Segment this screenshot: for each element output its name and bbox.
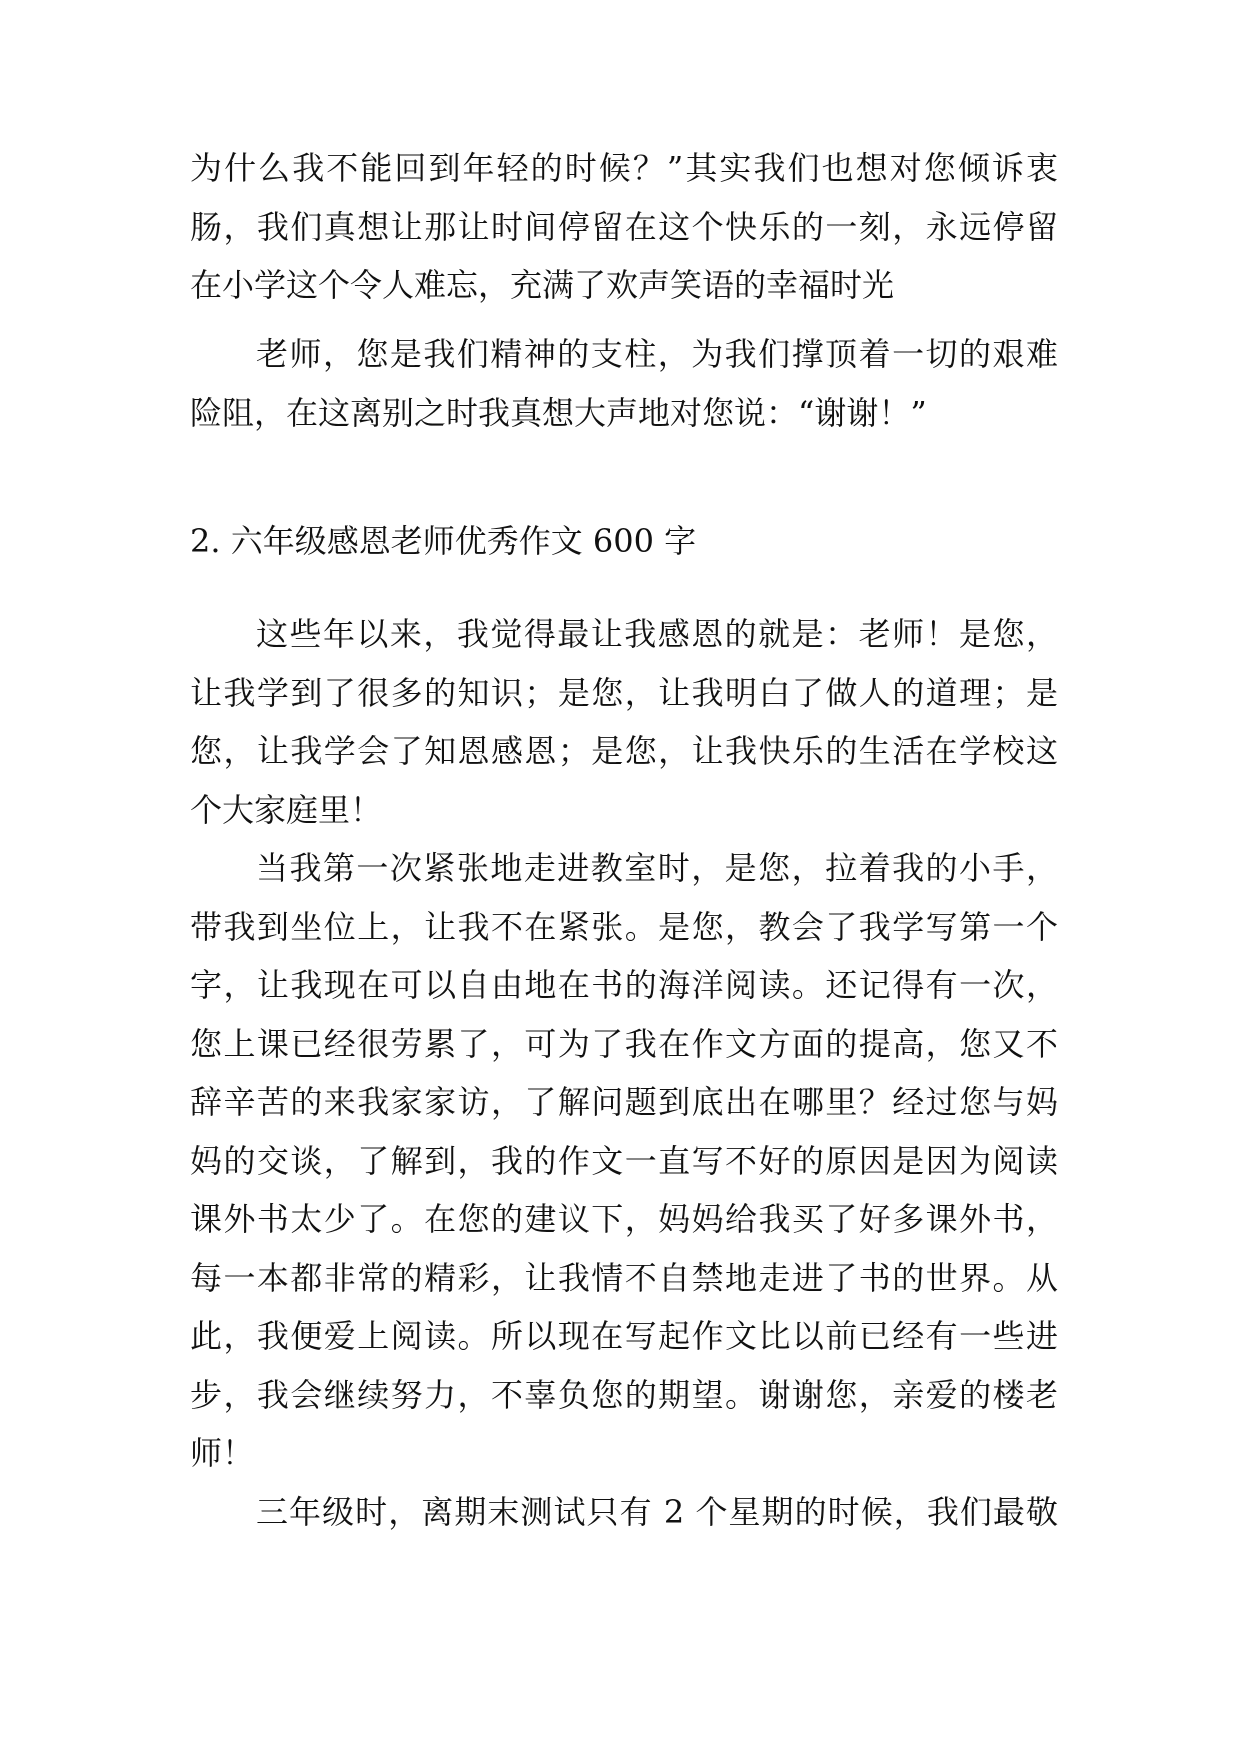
text-line: 妈的交谈，了解到，我的作文一直写不好的原因是因为阅读 [190, 1141, 1058, 1180]
text-line: 师！ [190, 1434, 255, 1472]
text-line: 为什么我不能回到年轻的时候？”其实我们也想对您倾诉衷 [190, 149, 1058, 187]
text-line: 在小学这个令人难忘，充满了欢声笑语的幸福时光 [190, 266, 895, 304]
text-line: 肠，我们真想让那让时间停留在这个快乐的一刻，永远停留 [190, 207, 1058, 246]
section-heading: 2. 六年级感恩老师优秀作文 600 字 [190, 522, 697, 560]
text-line: 字，让我现在可以自由地在书的海洋阅读。还记得有一次， [190, 966, 1058, 1004]
essay-paragraph-1 [190, 605, 1058, 839]
text-line: 此，我便爱上阅读。所以现在写起作文比以前已经有一些进 [190, 1317, 1058, 1355]
text-line: 您，让我学会了知恩感恩；是您，让我快乐的生活在学校这 [190, 732, 1058, 770]
text-line: 这些年以来，我觉得最让我感恩的就是：老师！是您， [256, 615, 1058, 653]
text-line: 老师，您是我们精神的支柱，为我们撑顶着一切的艰难 [256, 335, 1058, 373]
text-line: 让我学到了很多的知识；是您，让我明白了做人的道理；是 [190, 673, 1058, 712]
text-line: 您上课已经很劳累了，可为了我在作文方面的提高，您又不 [190, 1024, 1058, 1063]
text-line: 课外书太少了。在您的建议下，妈妈给我买了好多课外书， [190, 1200, 1058, 1238]
text-line: 带我到坐位上，让我不在紧张。是您，教会了我学写第一个 [190, 907, 1058, 946]
text-line: 险阻，在这离别之时我真想大声地对您说：“谢谢！” [190, 393, 927, 432]
text-line: 个大家庭里！ [190, 790, 383, 829]
text-line: 每一本都非常的精彩，让我情不自禁地走进了书的世界。从 [190, 1258, 1058, 1297]
text-line: 当我第一次紧张地走进教室时，是您，拉着我的小手， [256, 849, 1058, 887]
text-line: 辞辛苦的来我家家访，了解问题到底出在哪里？经过您与妈 [190, 1083, 1058, 1121]
text-line: 步，我会继续努力，不辜负您的期望。谢谢您，亲爱的楼老 [190, 1375, 1058, 1414]
essay-paragraph-3 [190, 1483, 1058, 1542]
essay-paragraph-2 [190, 839, 1058, 1483]
intro-paragraph [190, 139, 1058, 315]
thanks-paragraph [190, 325, 1058, 442]
text-line: 三年级时，离期末测试只有 2 个星期的时候，我们最敬 [256, 1493, 1058, 1531]
